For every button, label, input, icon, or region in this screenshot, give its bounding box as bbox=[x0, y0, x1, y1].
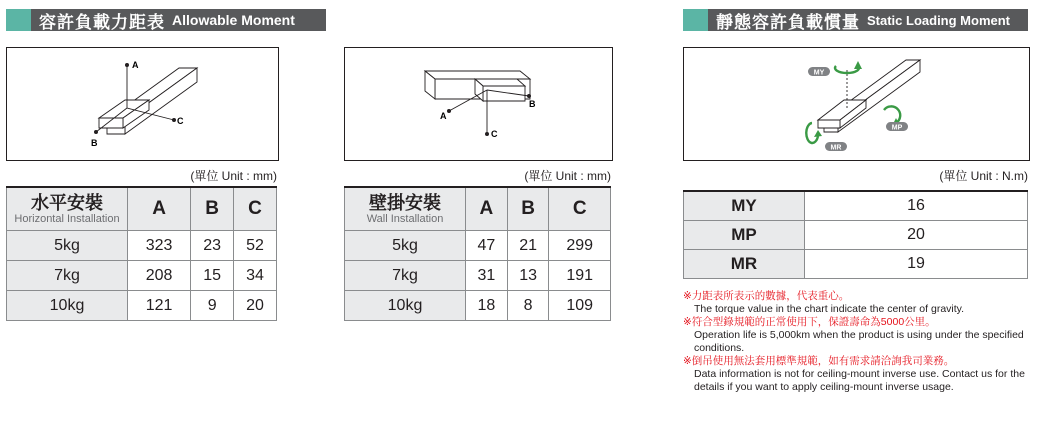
value-cell: 23 bbox=[191, 231, 234, 261]
column-header-a: A bbox=[466, 187, 508, 231]
unit-label-horizontal: (單位 Unit : mm) bbox=[190, 169, 277, 183]
mount-type-header bbox=[7, 187, 128, 231]
label-mr: MR bbox=[830, 144, 842, 152]
value-cell: 18 bbox=[466, 291, 508, 321]
value-cell: 8 bbox=[507, 291, 549, 321]
unit-label-nm: (單位 Unit : N.m) bbox=[939, 169, 1028, 183]
column-header-b: B bbox=[507, 187, 549, 231]
allowable-title-en: Allowable Moment bbox=[172, 12, 295, 28]
mount-en: Wall Installation bbox=[366, 212, 444, 225]
value-cell: 121 bbox=[128, 291, 191, 321]
static-moment-diagram bbox=[683, 47, 1030, 161]
value-cell: 47 bbox=[466, 231, 508, 261]
mount-type-header bbox=[345, 187, 466, 231]
value-cell: 109 bbox=[549, 291, 611, 321]
value-cell: 13 bbox=[507, 261, 549, 291]
value-cell: 208 bbox=[128, 261, 191, 291]
note-en: The torque value in the chart indicate the center of gravity. bbox=[694, 303, 965, 315]
load-cell: 10kg bbox=[7, 291, 128, 321]
static-title-en: Static Loading Moment bbox=[867, 12, 1010, 28]
header-accent-bar bbox=[6, 9, 31, 31]
value-cell: 15 bbox=[191, 261, 234, 291]
moment-value: 19 bbox=[805, 250, 1028, 279]
moment-rail-drawing bbox=[684, 48, 1029, 160]
horizontal-rail-drawing bbox=[7, 48, 278, 160]
value-cell: 21 bbox=[507, 231, 549, 261]
table-row bbox=[7, 261, 277, 291]
notes-block bbox=[683, 290, 1038, 394]
value-cell: 20 bbox=[234, 291, 277, 321]
table-row bbox=[7, 231, 277, 261]
moment-label: MY bbox=[684, 191, 805, 221]
horizontal-installation-table bbox=[6, 186, 277, 321]
moment-value: 20 bbox=[805, 221, 1028, 250]
table-row bbox=[684, 250, 1028, 279]
value-cell: 34 bbox=[234, 261, 277, 291]
horizontal-installation-diagram bbox=[6, 47, 279, 161]
mount-zh: 壁掛安裝 bbox=[369, 192, 441, 213]
load-cell: 5kg bbox=[7, 231, 128, 261]
table-row bbox=[684, 191, 1028, 221]
value-cell: 191 bbox=[549, 261, 611, 291]
mount-zh: 水平安裝 bbox=[31, 192, 103, 213]
table-row bbox=[345, 231, 611, 261]
column-header-c: C bbox=[234, 187, 277, 231]
static-title-zh: 靜態容許負載慣量 bbox=[716, 12, 860, 32]
value-cell: 9 bbox=[191, 291, 234, 321]
label-a: A bbox=[132, 60, 139, 70]
label-a: A bbox=[440, 111, 447, 121]
note-zh: ※倒吊使用無法套用標準規範，如有需求請洽詢我司業務。 bbox=[683, 355, 955, 367]
load-cell: 7kg bbox=[7, 261, 128, 291]
column-header-b: B bbox=[191, 187, 234, 231]
value-cell: 31 bbox=[466, 261, 508, 291]
note-en: Operation life is 5,000km when the product is using under the specified conditions. bbox=[694, 329, 1024, 354]
value-cell: 323 bbox=[128, 231, 191, 261]
value-cell: 299 bbox=[549, 231, 611, 261]
table-row bbox=[345, 291, 611, 321]
note-en: Data information is not for ceiling-mount inverse use. Contact us for the details if you want to apply ceiling-mount inverse usage. bbox=[694, 368, 1025, 393]
label-b: B bbox=[91, 138, 98, 148]
moment-value: 16 bbox=[805, 191, 1028, 221]
label-b: B bbox=[529, 99, 536, 109]
table-row bbox=[7, 291, 277, 321]
table-row bbox=[345, 261, 611, 291]
label-c: C bbox=[491, 129, 498, 139]
moment-label: MP bbox=[684, 221, 805, 250]
column-header-c: C bbox=[549, 187, 611, 231]
label-c: C bbox=[177, 116, 184, 126]
label-mp: MP bbox=[891, 124, 903, 132]
static-moment-table bbox=[683, 190, 1028, 279]
note-zh: ※符合型錄規範的正常使用下，保證壽命為5000公里。 bbox=[683, 316, 936, 328]
mount-en: Horizontal Installation bbox=[14, 212, 120, 225]
allowable-title-zh: 容許負載力距表 bbox=[39, 12, 165, 32]
header-accent-bar bbox=[683, 9, 708, 31]
allowable-moment-header bbox=[6, 9, 326, 31]
value-cell: 52 bbox=[234, 231, 277, 261]
label-my: MY bbox=[813, 69, 825, 77]
load-cell: 10kg bbox=[345, 291, 466, 321]
column-header-a: A bbox=[128, 187, 191, 231]
note-zh: ※力距表所表示的數據，代表重心。 bbox=[683, 290, 850, 302]
unit-label-wall: (單位 Unit : mm) bbox=[524, 169, 611, 183]
table-row bbox=[684, 221, 1028, 250]
static-moment-header bbox=[683, 9, 1028, 31]
wall-rail-drawing bbox=[345, 48, 612, 160]
load-cell: 7kg bbox=[345, 261, 466, 291]
moment-label: MR bbox=[684, 250, 805, 279]
wall-installation-diagram bbox=[344, 47, 613, 161]
load-cell: 5kg bbox=[345, 231, 466, 261]
wall-installation-table bbox=[344, 186, 611, 321]
